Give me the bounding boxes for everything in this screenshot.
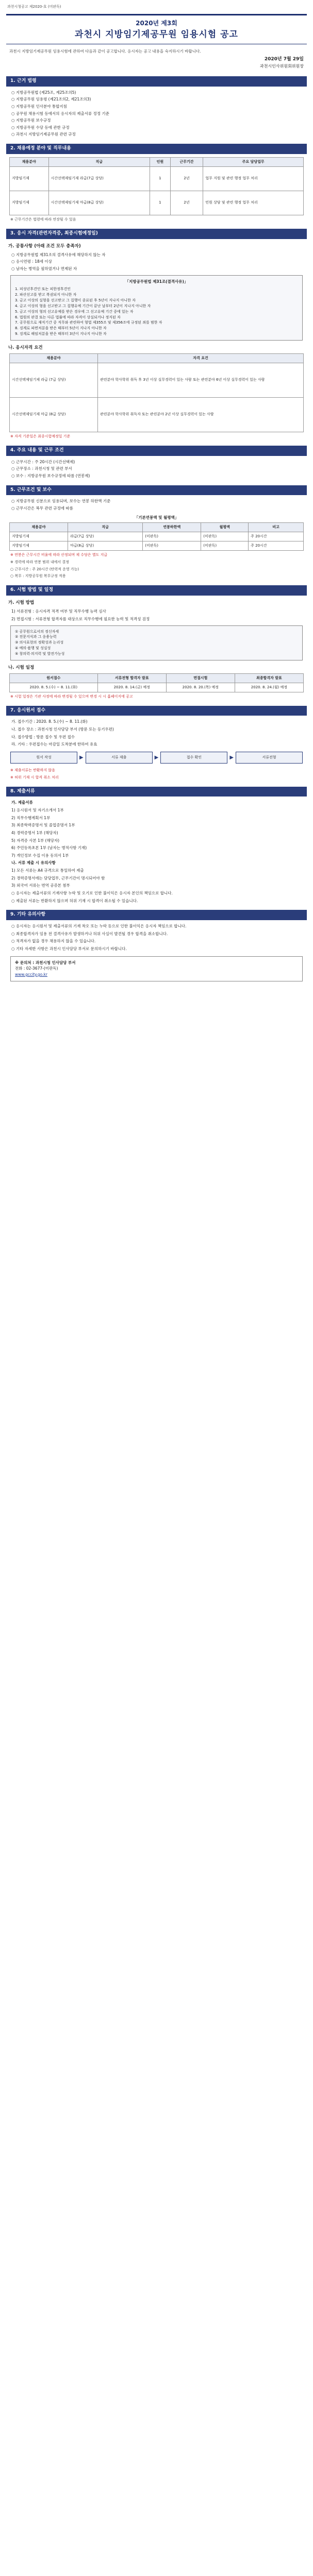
table-row (10, 541, 304, 551)
table-cell: (미판독) (143, 541, 201, 551)
list-item: ○ 근무장소 : 과천시청 및 관련 부서 (11, 466, 72, 471)
paragraph: 7) 개인정보 수집 이용 동의서 1부 (11, 853, 69, 858)
intro-text: 과천시 지방임기제공무원 임용시험에 관하여 다음과 같이 공고합니다. 응시자는 공고 내용을 숙지하시기 바랍니다. (9, 48, 201, 54)
list-item: ○ 근무시간 : 주 20시간 (시간선택제) (11, 459, 75, 464)
list-item: 4. 금고 이상의 형을 선고받고 그 집행유예 기간이 끝난 날부터 2년이 지나지 아니한 자 (15, 303, 151, 308)
arrow-right-icon: ▶ (229, 754, 234, 760)
list-item: ○ 지방공무원법 제31조의 결격사유에 해당하지 않는 자 (11, 252, 106, 257)
table-cell: 시간선택제임기제 마급 (8급 상당) (10, 397, 98, 432)
table-cell: 관련분야 학사학위 취득 후 3년 이상 실무경력이 있는 사람 또는 관련분야 6년 이상 실무경력이 있는 사람 (98, 363, 304, 397)
list-item: ○ 지방공무원 임용령 (제21조의2, 제21조의3) (11, 97, 91, 102)
paragraph: 4) 경력증명서 1부 (해당자) (11, 830, 58, 835)
section-pay (6, 485, 307, 580)
pay-note: ○ 근무시간 : 주 20시간 (탄력적 운영 가능) (10, 567, 79, 571)
section-eligibility (6, 229, 307, 439)
paragraph: ○ 적격자가 없을 경우 채용하지 않을 수 있습니다. (11, 939, 96, 944)
paragraph: 5) 자격증 사본 1부 (해당자) (11, 838, 60, 843)
list-item: ② 전문지식과 그 응용능력 (15, 635, 57, 639)
section-heading: 2. 채용예정 분야 및 직무내용 (6, 144, 307, 154)
table-row (10, 683, 304, 692)
application-note: ※ 제출서류는 반환하지 않음 (10, 768, 55, 772)
subsection-heading: 가. 공통사항 (아래 조건 모두 충족자) (8, 243, 81, 249)
flow-step: 서류전형 (236, 752, 303, 764)
contact-phone: 전화 : 02-3677-(미판독) (15, 966, 58, 971)
list-item: ⑤ 창의력·의지력 및 발전가능성 (15, 652, 65, 656)
table-header: 인원 (150, 157, 170, 166)
table-cell: 업무 지원 및 관련 행정 업무 처리 (203, 166, 304, 191)
table-cell: 시간선택제임기제 마급(8급 상당) (48, 191, 150, 215)
pay-table-title: 「기본연봉액 및 월평액」 (134, 515, 179, 520)
disqualification-box (10, 275, 303, 341)
recruit-table (9, 157, 304, 215)
requirement-table (9, 353, 304, 432)
section-main-conditions (6, 446, 307, 479)
table-header: 면접시험 (166, 674, 235, 683)
table-header: 채용분야 (10, 354, 98, 363)
section-recruit-fields (6, 144, 307, 223)
section-other-notes (6, 910, 307, 981)
table-header: 근무기간 (170, 157, 203, 166)
pay-table (9, 522, 304, 551)
paragraph: 2) 직무수행계획서 1부 (11, 815, 51, 820)
list-item: 2. 파산선고를 받고 복권되지 아니한 자 (15, 293, 77, 297)
table-cell: 지방임기제 (10, 191, 49, 215)
application-note: ※ 허위 기재 시 합격 취소 처리 (10, 775, 59, 779)
arrow-right-icon: ▶ (79, 754, 84, 760)
paragraph: 가. 제출서류 (11, 800, 33, 805)
paragraph: ○ 응시자는 제출서류의 기재사항 누락 및 오기로 인한 불이익은 응시자 본인의 책임으로 합니다. (11, 890, 173, 895)
list-item: ○ 보수 : 지방공무원 보수규정에 따름 (연봉제) (11, 473, 90, 478)
paragraph: 1) 응시원서 및 자기소개서 1부 (11, 808, 64, 813)
subsection-heading: 가. 시험 방법 (8, 600, 35, 606)
schedule-note: ※ 시험 일정은 기관 사정에 따라 변경될 수 있으며 변경 시 시 홈페이지에 공고 (10, 694, 133, 699)
paragraph: 나. 서류 제출 시 유의사항 (11, 860, 56, 866)
paragraph: ○ 최종합격자가 임용 전 결격사유가 발생하거나 허위 사실이 발견될 경우 합격을 취소합니다. (11, 931, 168, 936)
subsection-heading: 나. 응시자격 요건 (8, 345, 43, 350)
contact-box (10, 956, 303, 981)
section-heading: 4. 주요 내용 및 근무 조건 (6, 446, 307, 456)
section-heading: 9. 기타 유의사항 (6, 910, 307, 920)
notice-date: 2020년 7월 29일 (264, 57, 304, 62)
notice-year: 2020년 제3회 (136, 19, 177, 27)
list-item: ○ 과천시 지방임기제공무원 관련 규정 (11, 132, 76, 137)
table-cell: 1 (150, 191, 170, 215)
table-header: 연봉하한액 (143, 523, 201, 532)
list-item: 7. 공무원으로 재직기간 중 직무와 관련하여 형법 제355조 및 제356조에 규정된 죄를 범한 자 (15, 320, 162, 325)
list-item: ○ 지방공무원 보수규정 (11, 118, 51, 123)
paragraph: 라. 기타 : 우편접수는 마감일 도착분에 한하여 유효 (11, 742, 97, 747)
section-application (6, 706, 307, 781)
list-item: 6. 법원의 판결 또는 다른 법률에 따라 자격이 상실되거나 정지된 자 (15, 315, 121, 319)
table-header: 주요 담당업무 (203, 157, 304, 166)
list-item: ① 공무원으로서의 정신자세 (15, 629, 59, 634)
list-item: 3. 금고 이상의 실형을 선고받고 그 집행이 종료된 후 5년이 지나지 아니한 자 (15, 298, 136, 302)
list-item: ○ 공무원 채용시험 등에서의 응시자의 제출서류 정정 기준 (11, 111, 109, 116)
contact-title: ※ 문의처 : 과천시청 인사담당 부서 (15, 960, 76, 965)
application-flow (10, 752, 303, 764)
notice-number: 과천시청공고 제2020-호 (미판독) (7, 5, 61, 9)
table-cell: (미판독) (201, 541, 249, 551)
paragraph: ○ 기타 자세한 사항은 과천시 인사담당 부서로 문의하시기 바랍니다. (11, 946, 127, 952)
paragraph: 3) 외국어 서류는 번역 공증본 첨부 (11, 883, 70, 888)
flow-step: 접수 확인 (160, 752, 227, 764)
paragraph: 2) 경력증명서에는 담당업무, 근무기간이 명시되어야 함 (11, 875, 105, 880)
interview-criteria-box (10, 625, 303, 660)
table-cell: (미판독) (143, 532, 201, 541)
legal-list (6, 90, 307, 138)
table-cell: 주 20시간 (249, 541, 304, 551)
section-exam-method (6, 585, 307, 699)
list-item: 9. 징계로 해임처분을 받은 때부터 3년이 지나지 아니한 자 (15, 332, 107, 336)
table-cell: 관련분야 학사학위 취득자 또는 관련분야 2년 이상 실무경력이 있는 사람 (98, 397, 304, 432)
table-header: 서류전형 합격자 발표 (97, 674, 166, 683)
table-row (10, 363, 304, 397)
section-legal-basis (6, 76, 307, 138)
table-row (10, 166, 304, 191)
website-link[interactable]: www.gccity.go.kr (15, 972, 47, 977)
section-heading: 5. 근무조건 및 보수 (6, 485, 307, 496)
table-row (10, 532, 304, 541)
subsection-heading: 나. 시험 일정 (8, 665, 35, 670)
list-item: ④ 예의·품행 및 성실성 (15, 646, 51, 651)
pay-note: ○ 복무 : 지방공무원 복무규정 적용 (10, 574, 66, 579)
table-note: ※ 근무기간은 법령에 따라 연장될 수 있음 (10, 217, 76, 222)
section-heading: 1. 근거 법령 (6, 76, 307, 87)
notice-org: 과천시인사위원회위원장 (259, 64, 304, 69)
schedule-table (9, 673, 304, 692)
list-item: 1. 피성년후견인 또는 피한정후견인 (15, 287, 71, 292)
table-cell: 시간선택제임기제 라급 (7급 상당) (10, 363, 98, 397)
table-note: ※ 자격 기준일은 최종시험예정일 기준 (10, 434, 71, 438)
table-cell: 지방임기제 (10, 532, 68, 541)
pay-note: ※ 연봉은 근무시간 비율에 따라 산정되며 제 수당은 별도 지급 (10, 552, 108, 557)
table-cell: 지방임기제 (10, 541, 68, 551)
table-row (10, 397, 304, 432)
list-item: ③ 의사표현의 정확성과 논리성 (15, 640, 64, 645)
table-header: 직급 (48, 157, 150, 166)
table-header: 비고 (249, 523, 304, 532)
title-banner (6, 14, 307, 44)
table-cell: (미판독) (201, 532, 249, 541)
paragraph: 다. 접수방법 : 방문 접수 및 우편 접수 (11, 734, 75, 739)
paragraph: ○ 제출된 서류는 반환하지 않으며 허위 기재 시 합격이 취소될 수 있습니다. (11, 898, 138, 903)
box-title: 「지방공무원법 제31조(결격사유)」 (125, 279, 188, 284)
flow-step: 서류 제출 (86, 752, 153, 764)
list-item: ○ 지방공무원 신분으로 임용되며, 보수는 연봉 하한액 기준 (11, 499, 111, 504)
arrow-right-icon: ▶ (154, 754, 159, 760)
paragraph: 가. 접수기간 : 2020. 8. 5.(수) ~ 8. 11.(화) (11, 719, 88, 724)
section-heading: 7. 응시원서 접수 (6, 706, 307, 716)
section-documents (6, 787, 307, 904)
table-cell: 2020. 8. 5.(수) ~ 8. 11.(화) (10, 683, 98, 692)
table-header: 직급 (68, 523, 143, 532)
table-header: 채용분야 (10, 157, 49, 166)
table-cell: 민원 상담 및 관련 행정 업무 처리 (203, 191, 304, 215)
table-cell: 2020. 8. 14.(금) 예정 (97, 683, 166, 692)
paragraph: 1) 모든 서류는 A4 규격으로 통일하여 제출 (11, 868, 84, 873)
section-heading: 8. 제출서류 (6, 787, 307, 797)
list-item: ○ 남자는 병역을 필하였거나 면제된 자 (11, 266, 77, 272)
table-cell: 2년 (170, 191, 203, 215)
flow-step: 원서 작성 (10, 752, 77, 764)
table-row (10, 191, 304, 215)
paragraph: 1) 서류전형 : 응시자격 적격 여부 및 직무수행 능력 심사 (11, 609, 106, 614)
paragraph: 나. 접수 장소 : 과천시청 인사담당 부서 (방문 또는 등기우편) (11, 727, 114, 732)
list-item: 8. 징계로 파면처분을 받은 때부터 5년이 지나지 아니한 자 (15, 326, 107, 331)
table-header: 월평액 (201, 523, 249, 532)
list-item: 5. 금고 이상의 형의 선고유예를 받은 경우에 그 선고유예 기간 중에 있는 자 (15, 309, 134, 314)
list-item: ○ 근무시간은 복무 관련 규정에 따름 (11, 506, 73, 511)
paragraph: 3) 최종학력증명서 및 졸업증명서 1부 (11, 823, 75, 828)
list-item: ○ 지방공무원 인사분야 통합지침 (11, 104, 67, 109)
table-header: 채용분야 (10, 523, 68, 532)
paragraph: 2) 면접시험 : 서류전형 합격자를 대상으로 직무수행에 필요한 능력 및 적격성 검정 (11, 617, 150, 621)
list-item: ○ 지방공무원법 (제25조, 제25조의5) (11, 90, 76, 95)
pay-note: ※ 경력에 따라 연봉 범위 내에서 결정 (10, 560, 69, 564)
table-cell: 마급(8급 상당) (68, 541, 143, 551)
table-cell: 2년 (170, 166, 203, 191)
table-cell: 지방임기제 (10, 166, 49, 191)
table-cell: 라급(7급 상당) (68, 532, 143, 541)
table-cell: 1 (150, 166, 170, 191)
list-item: ○ 응시연령 : 18세 이상 (11, 259, 52, 264)
notice-title: 과천시 지방임기제공무원 임용시험 공고 (75, 29, 238, 40)
table-header: 최종합격자 발표 (235, 674, 303, 683)
list-item: ○ 지방공무원 수당 등에 관한 규정 (11, 125, 70, 130)
section-heading: 3. 응시 자격(관련자격증, 최종시험예정일) (6, 229, 307, 239)
table-cell: 주 20시간 (249, 532, 304, 541)
table-cell: 시간선택제임기제 라급(7급 상당) (48, 166, 150, 191)
paragraph: ○ 응시자는 응시원서 및 제출서류의 기재 착오 또는 누락 등으로 인한 불이익은 응시자 책임으로 합니다. (11, 924, 187, 929)
table-header: 자격 요건 (98, 354, 304, 363)
notice-page (6, 0, 307, 981)
table-cell: 2020. 8. 20.(목) 예정 (166, 683, 235, 692)
table-header: 원서접수 (10, 674, 98, 683)
table-cell: 2020. 8. 24.(월) 예정 (235, 683, 303, 692)
paragraph: 6) 주민등록초본 1부 (남자는 병적사항 기재) (11, 845, 87, 851)
section-heading: 6. 시험 방법 및 일정 (6, 585, 307, 596)
